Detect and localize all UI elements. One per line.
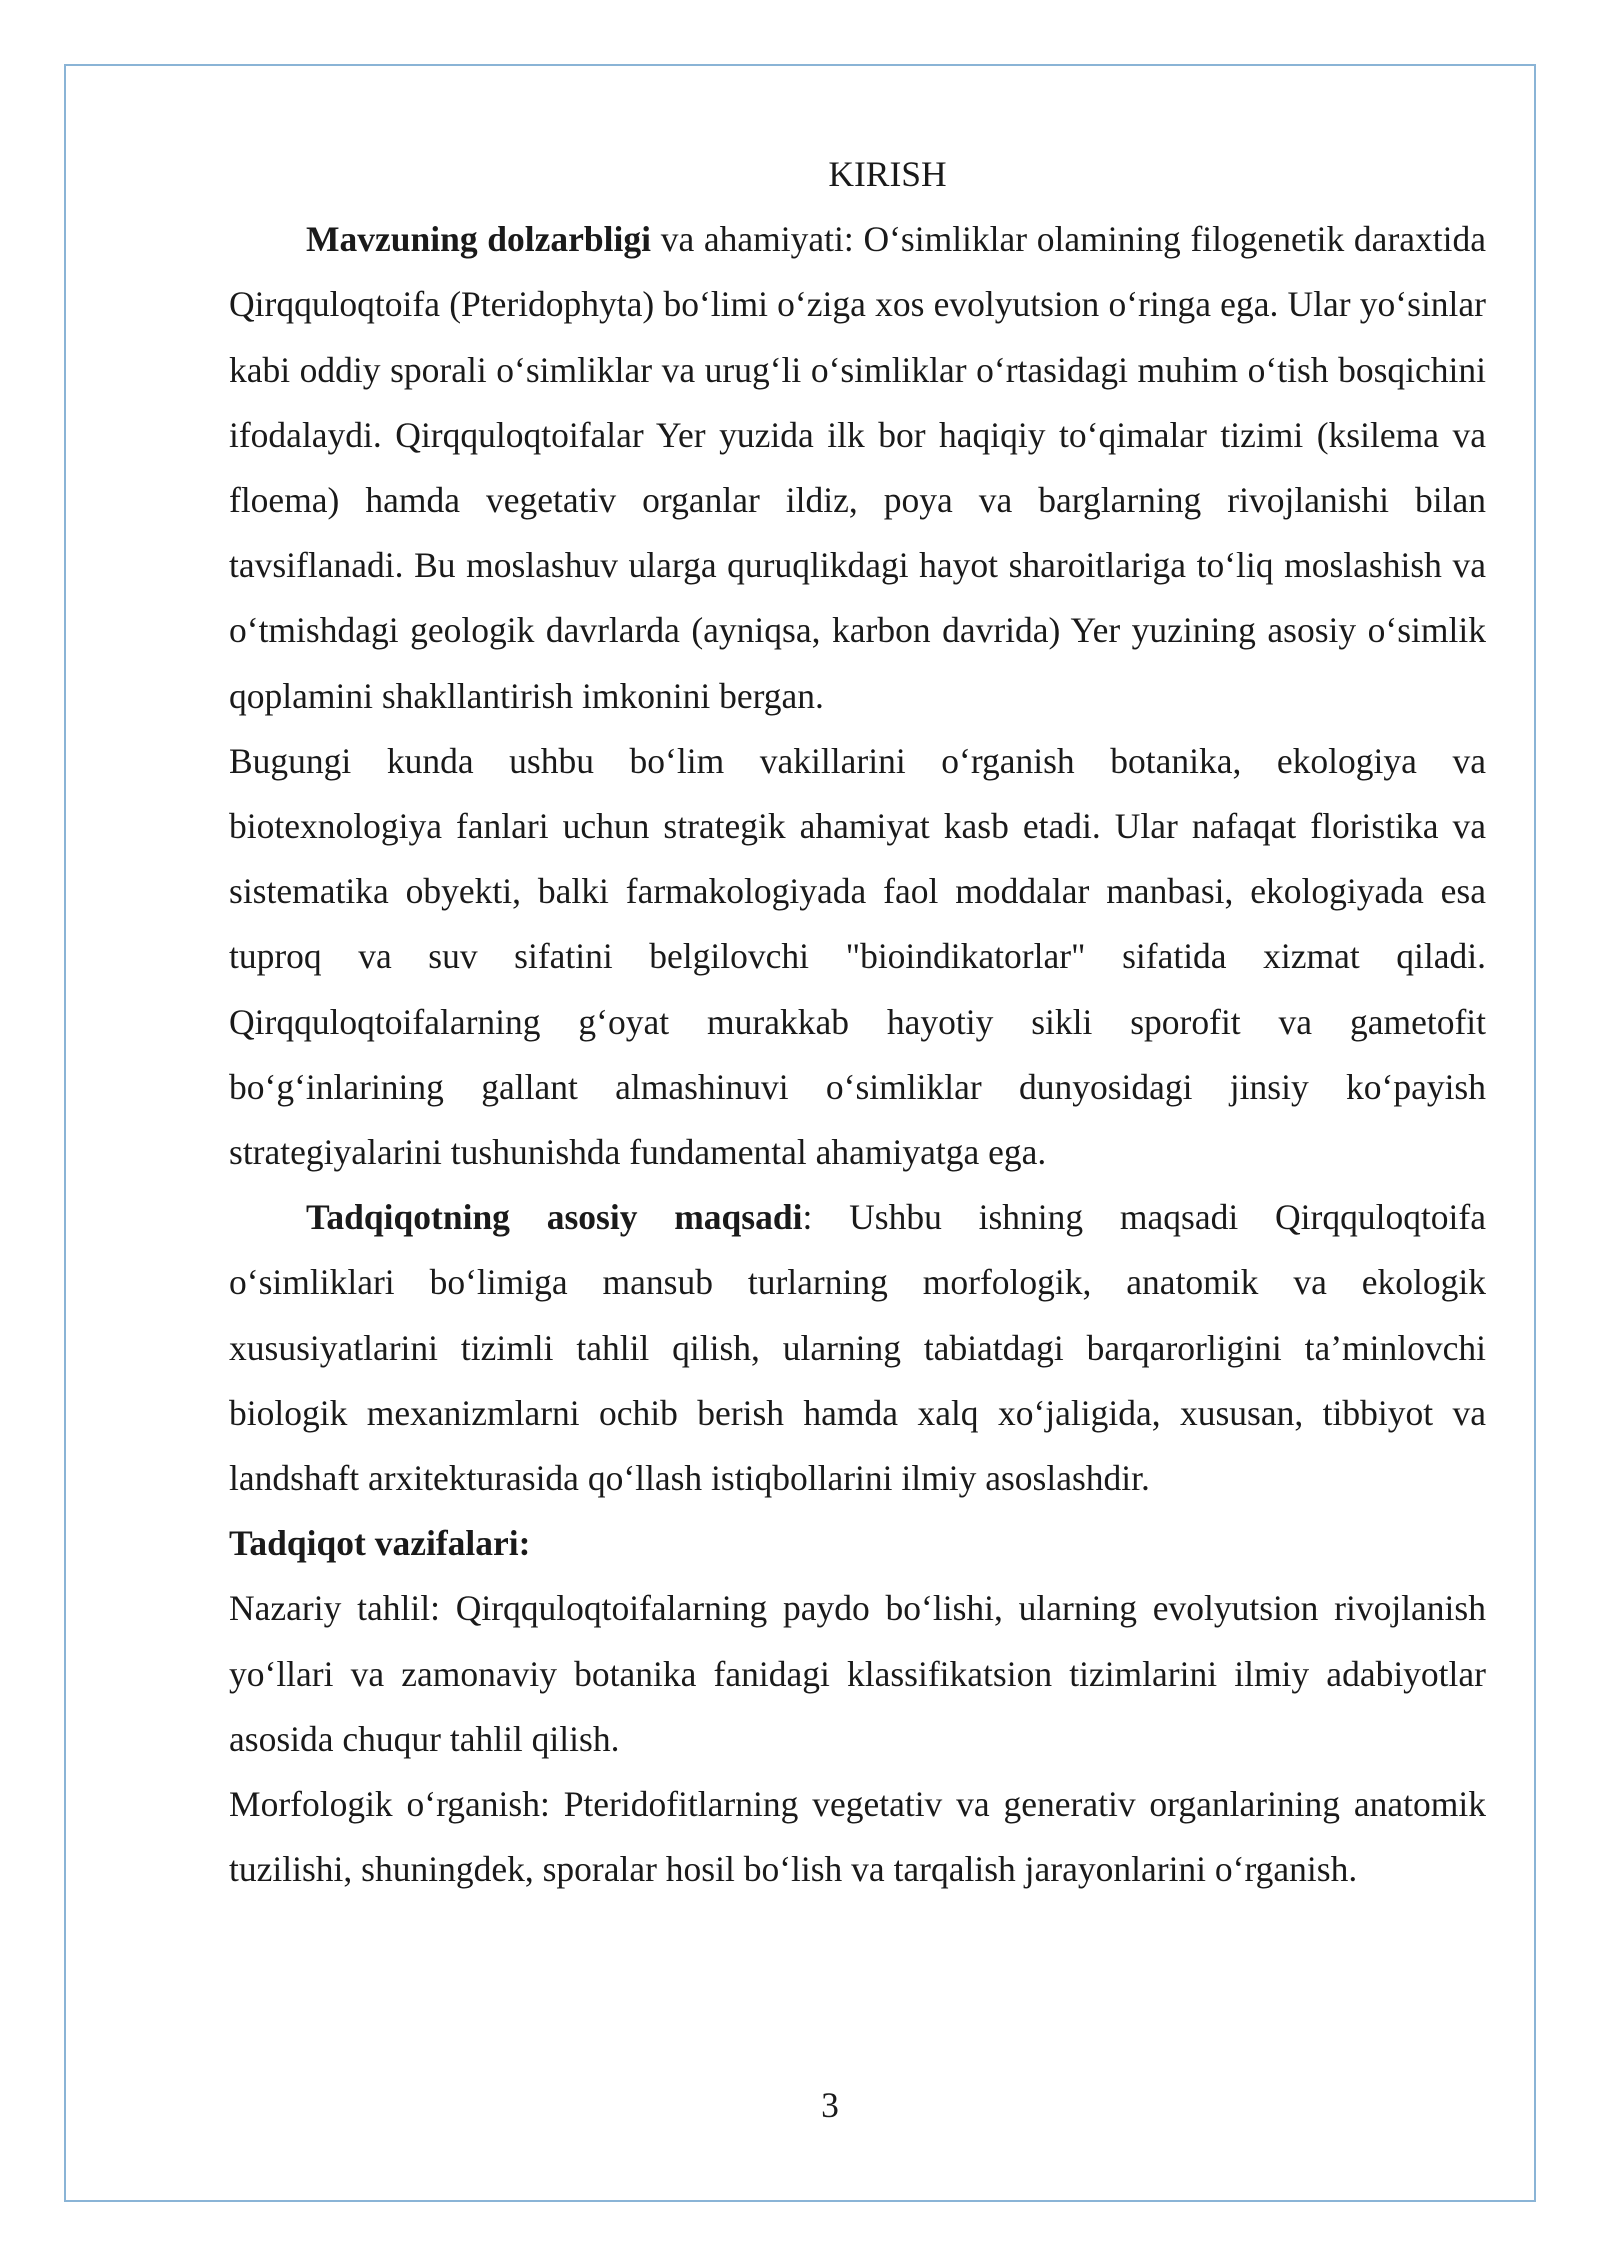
section-heading: KIRISH (828, 154, 947, 194)
intro-paragraph (229, 207, 1486, 729)
tasks-title: Tadqiqot vazifalari: (229, 1523, 531, 1564)
goal-label: Tadqiqotning asosiy maqsadi (306, 1197, 803, 1238)
goal-text: : Ushbu ishning maqsadi Qirqquloqtoifa o‘simliklari bo‘limiga mansub turlarning morfologik, anatomik va ekologik xususiyatlarini tizimli tahlil qilish, ularning tabiatdagi barqarorligini ta’minlovchi biologik mexanizmlarni ochib berish hamda xalq xo‘jaligida, xususan, tibbiyot va landshaft arxitekturasida qo‘llash istiqbollarini ilmiy asoslashdir. (229, 1197, 1486, 1499)
intro-label: Mavzuning dolzarbligi (306, 219, 652, 260)
document-body (229, 142, 1486, 1902)
intro-text: va ahamiyati: O‘simliklar olamining filogenetik daraxtida Qirqquloqtoifa (Pteridophyta) bo‘limi o‘ziga xos evolyutsion o‘ringa ega. Ular yo‘sinlar kabi oddiy sporali o‘simliklar va urug‘li o‘simliklar o‘rtasidagi muhim o‘tish bosqichini ifodalaydi. Qirqquloqtoifalar Yer yuzida ilk bor haqiqiy to‘qimalar tizimi (ksilema va floema) hamda vegetativ organlar ildiz, poya va barglarning rivojlanishi bilan tavsiflanadi. Bu moslashuv ularga quruqlikdagi hayot sharoitlariga to‘liq moslashish va o‘tmishdagi geologik davrlarda (ayniqsa, karbon davrida) Yer yuzining asosiy o‘simlik qoplamini shakllantirish imkonini bergan. (229, 219, 1487, 716)
page-number: 3 (821, 2085, 839, 2125)
task-item: Morfologik o‘rganish: Pteridofitlarning vegetativ va generativ organlarining anatomik tuzilishi, shuningdek, sporalar hosil bo‘lish va tarqalish jarayonlarini o‘rganish. (229, 1784, 1486, 1890)
task-item: Nazariy tahlil: Qirqquloqtoifalarning paydo bo‘lishi, ularning evolyutsion rivojlanish yo‘llari va zamonaviy botanika fanidagi klassifikatsion tizimlarini ilmiy adabiyotlar asosida chuqur tahlil qilish. (229, 1588, 1486, 1759)
goal-paragraph (229, 1185, 1486, 1511)
relevance-paragraph: Bugungi kunda ushbu bo‘lim vakillarini o‘rganish botanika, ekologiya va biotexnologiya fanlari uchun strategik ahamiyat kasb etadi. Ular nafaqat floristika va sistematika obyekti, balki farmakologiyada faol moddalar manbasi, ekologiyada esa tuproq va suv sifatini belgilovchi "bioindikatorlar" sifatida xizmat qiladi. Qirqquloqtoifalarning g‘oyat murakkab hayotiy sikli sporofit va gametofit bo‘g‘inlarining gallant almashinuvi o‘simliklar dunyosidagi jinsiy ko‘payish strategiyalarini tushunishda fundamental ahamiyatga ega. (229, 740, 1486, 1173)
